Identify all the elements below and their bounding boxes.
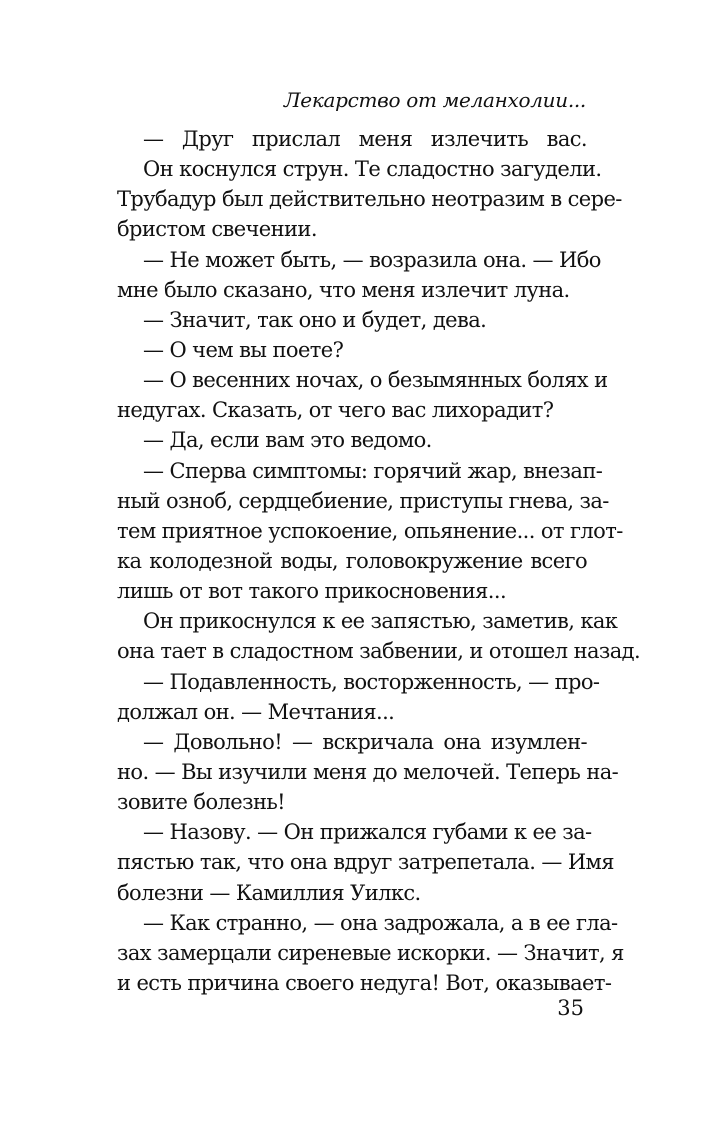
text-line: Он коснулся струн. Те сладостно загудели. [143, 157, 602, 182]
text-line: — Да, если вам это ведомо. [143, 428, 432, 453]
text-line: — Довольно! — вскричала она изумлен- [143, 729, 587, 754]
body-text [117, 124, 641, 998]
text-line: Трубадур был действительно неотразим в сере- [117, 187, 622, 212]
text-line: — Значит, так оно и будет, дева. [143, 307, 487, 332]
text-line: ный озноб, сердцебиение, приступы гнева, за- [117, 488, 609, 513]
text-line: тем приятное успокоение, опьянение... от глот- [117, 518, 623, 543]
text-line: — Назову. — Он прижался губами к ее за- [143, 820, 592, 845]
text-line: — Не может быть, — возразила она. — Ибо [143, 247, 601, 272]
text-line: она тает в сладостном забвении, и отошел назад. [117, 639, 641, 664]
text-line: лишь от вот такого прикосновения... [117, 579, 507, 604]
text-line: и есть причина своего недуга! Вот, оказывает- [117, 970, 612, 995]
text-line: пястью так, что она вдруг затрепетала. — Имя [117, 850, 614, 875]
text-line: мне было сказано, что меня излечит луна. [117, 277, 570, 302]
text-line: — О чем вы поете? [143, 337, 344, 362]
text-line: болезни — Камиллия Уилкс. [117, 880, 421, 905]
text-line: — Как странно, — она задрожала, а в ее гла- [143, 910, 618, 935]
text-line: — Друг прислал меня излечить вас. [143, 127, 587, 151]
text-line: — Сперва симптомы: горячий жар, внезап- [143, 458, 603, 483]
text-line: Он прикоснулся к ее запястью, заметив, как [143, 609, 618, 634]
page-number: 35 [557, 996, 584, 1020]
text-line: зовите болезнь! [117, 790, 286, 815]
text-line: должал он. — Мечтания... [117, 699, 395, 724]
text-line: бристом свечении. [117, 217, 317, 242]
text-line: ка колодезной воды, головокружение всего [117, 548, 587, 573]
text-line: но. — Вы изучили меня до мелочей. Теперь на- [117, 759, 619, 784]
text-line: зах замерцали сиреневые искорки. — Значит, я [117, 940, 624, 965]
text-line: — О весенних ночах, о безымянных болях и [143, 368, 608, 393]
text-line: недугах. Сказать, от чего вас лихорадит? [117, 398, 554, 423]
running-header: Лекарство от меланхолии... [283, 88, 586, 112]
text-line: — Подавленность, восторженность, — про- [143, 669, 600, 694]
